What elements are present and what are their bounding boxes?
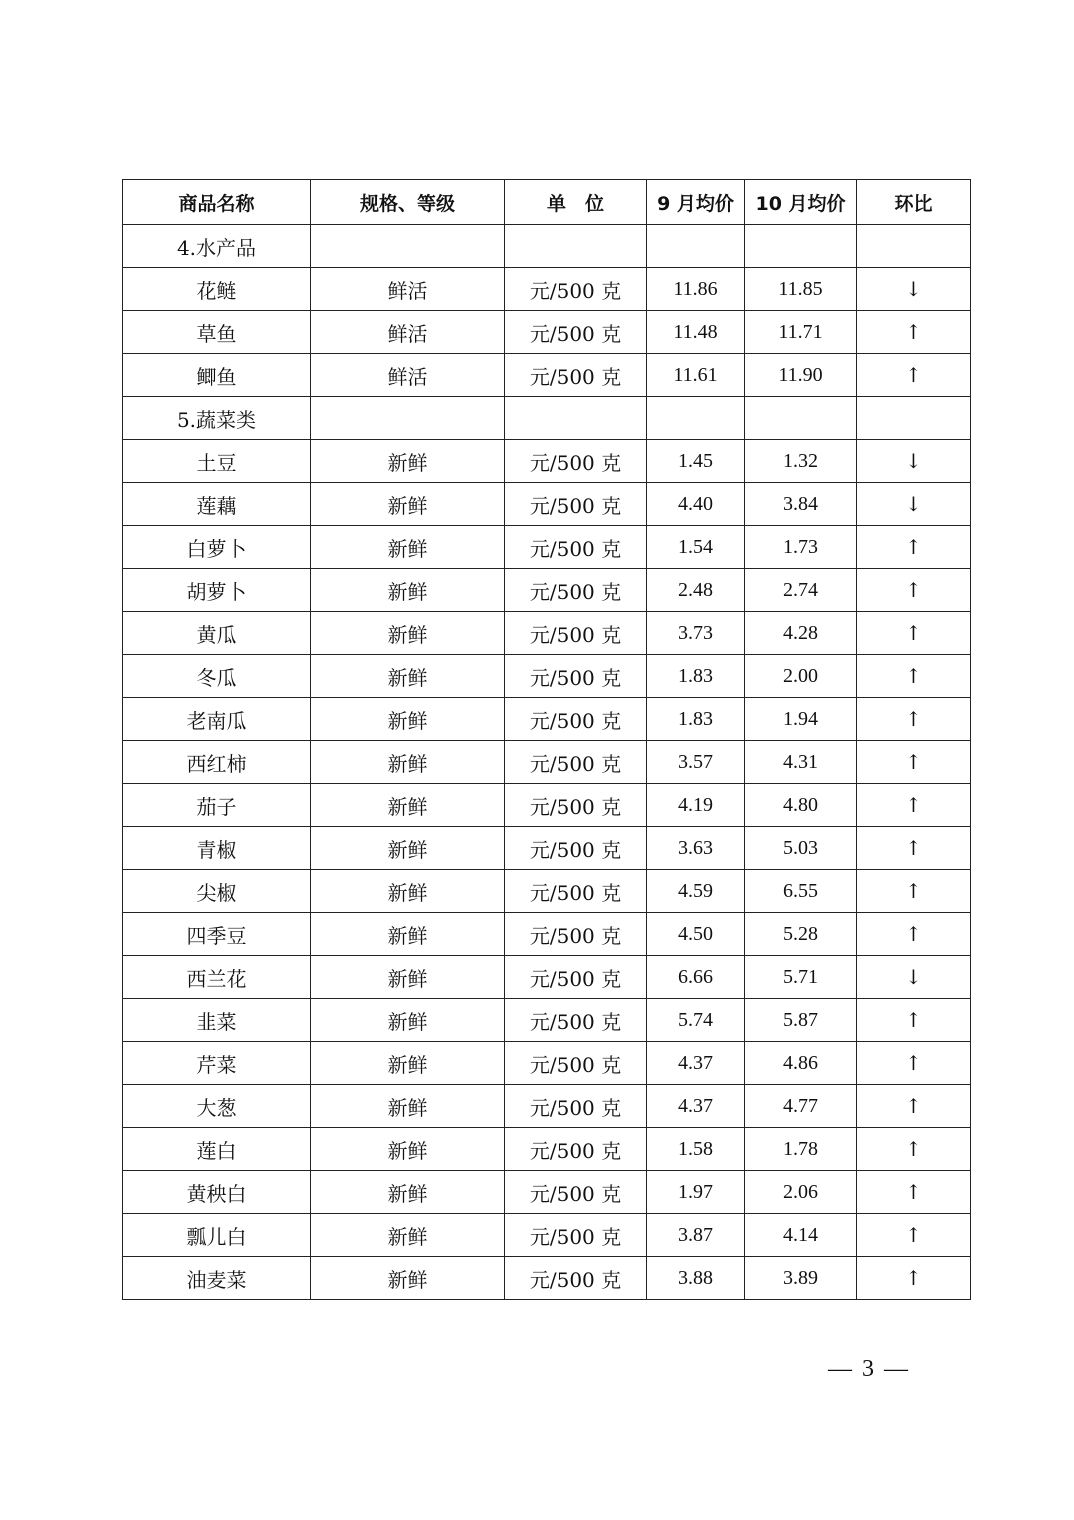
sep-price-cell: 6.66 — [647, 956, 745, 999]
table-row — [123, 268, 971, 311]
change-arrow-cell: ↑ — [857, 526, 971, 569]
oct-price-cell: 5.03 — [745, 827, 857, 870]
oct-price-cell: 1.94 — [745, 698, 857, 741]
header-oct-avg-price: 10 月均价 — [745, 180, 857, 225]
sep-price-cell: 11.61 — [647, 354, 745, 397]
product-name-cell: 西兰花 — [123, 956, 311, 999]
spec-cell: 新鲜 — [311, 1214, 505, 1257]
product-name-cell: 黄瓜 — [123, 612, 311, 655]
unit-cell: 元/500 克 — [505, 1128, 647, 1171]
unit-cell: 元/500 克 — [505, 1085, 647, 1128]
table-row — [123, 354, 971, 397]
table-row — [123, 1171, 971, 1214]
change-arrow-cell: ↑ — [857, 1042, 971, 1085]
change-arrow-cell: ↑ — [857, 1128, 971, 1171]
table-row — [123, 827, 971, 870]
change-arrow-cell: ↓ — [857, 956, 971, 999]
header-spec-grade: 规格、等级 — [311, 180, 505, 225]
sep-price-cell: 11.86 — [647, 268, 745, 311]
product-name-cell: 花鲢 — [123, 268, 311, 311]
spec-cell: 新鲜 — [311, 999, 505, 1042]
sep-price-cell: 1.58 — [647, 1128, 745, 1171]
change-arrow-cell: ↑ — [857, 698, 971, 741]
unit-cell: 元/500 克 — [505, 311, 647, 354]
change-arrow-cell: ↑ — [857, 741, 971, 784]
oct-price-cell: 1.73 — [745, 526, 857, 569]
table-row — [123, 1257, 971, 1300]
change-arrow-cell: ↑ — [857, 784, 971, 827]
change-arrow-cell: ↑ — [857, 1257, 971, 1300]
table-row — [123, 1214, 971, 1257]
table-row — [123, 311, 971, 354]
product-name-cell: 西红柿 — [123, 741, 311, 784]
change-arrow-cell: ↑ — [857, 569, 971, 612]
oct-price-cell: 11.90 — [745, 354, 857, 397]
product-name-cell: 四季豆 — [123, 913, 311, 956]
sep-price-cell: 1.54 — [647, 526, 745, 569]
product-name-cell: 冬瓜 — [123, 655, 311, 698]
sep-price-cell: 1.45 — [647, 440, 745, 483]
change-arrow-cell: ↑ — [857, 311, 971, 354]
header-row — [123, 180, 971, 225]
change-arrow-cell: ↑ — [857, 1214, 971, 1257]
unit-cell: 元/500 克 — [505, 698, 647, 741]
change-arrow-cell: ↑ — [857, 1085, 971, 1128]
sep-price-cell: 4.59 — [647, 870, 745, 913]
change-arrow-cell: ↑ — [857, 354, 971, 397]
sep-price-cell: 4.37 — [647, 1085, 745, 1128]
unit-cell: 元/500 克 — [505, 440, 647, 483]
spec-cell: 新鲜 — [311, 483, 505, 526]
spec-cell: 新鲜 — [311, 741, 505, 784]
unit-cell: 元/500 克 — [505, 655, 647, 698]
spec-cell: 新鲜 — [311, 698, 505, 741]
table-row — [123, 741, 971, 784]
section-row — [123, 225, 971, 268]
header-product-name: 商品名称 — [123, 180, 311, 225]
unit-cell: 元/500 克 — [505, 1257, 647, 1300]
unit-cell: 元/500 克 — [505, 956, 647, 999]
change-arrow-cell: ↑ — [857, 913, 971, 956]
unit-cell: 元/500 克 — [505, 612, 647, 655]
oct-price-cell: 3.84 — [745, 483, 857, 526]
table-row — [123, 569, 971, 612]
section-row — [123, 397, 971, 440]
empty-cell — [311, 225, 505, 268]
header-sep-avg-price: 9 月均价 — [647, 180, 745, 225]
oct-price-cell: 3.89 — [745, 1257, 857, 1300]
unit-cell: 元/500 克 — [505, 827, 647, 870]
spec-cell: 新鲜 — [311, 655, 505, 698]
table-row — [123, 1042, 971, 1085]
spec-cell: 新鲜 — [311, 440, 505, 483]
change-arrow-cell: ↓ — [857, 440, 971, 483]
product-name-cell: 油麦菜 — [123, 1257, 311, 1300]
spec-cell: 新鲜 — [311, 1128, 505, 1171]
spec-cell: 新鲜 — [311, 1085, 505, 1128]
empty-cell — [745, 225, 857, 268]
product-name-cell: 草鱼 — [123, 311, 311, 354]
change-arrow-cell: ↓ — [857, 483, 971, 526]
oct-price-cell: 6.55 — [745, 870, 857, 913]
sep-price-cell: 1.83 — [647, 655, 745, 698]
spec-cell: 新鲜 — [311, 569, 505, 612]
oct-price-cell: 4.86 — [745, 1042, 857, 1085]
oct-price-cell: 2.74 — [745, 569, 857, 612]
unit-cell: 元/500 克 — [505, 526, 647, 569]
spec-cell: 新鲜 — [311, 870, 505, 913]
sep-price-cell: 4.50 — [647, 913, 745, 956]
sep-price-cell: 2.48 — [647, 569, 745, 612]
change-arrow-cell: ↓ — [857, 268, 971, 311]
sep-price-cell: 5.74 — [647, 999, 745, 1042]
spec-cell: 新鲜 — [311, 956, 505, 999]
change-arrow-cell: ↑ — [857, 870, 971, 913]
empty-cell — [505, 225, 647, 268]
product-name-cell: 鲫鱼 — [123, 354, 311, 397]
product-name-cell: 青椒 — [123, 827, 311, 870]
product-name-cell: 黄秧白 — [123, 1171, 311, 1214]
sep-price-cell: 1.97 — [647, 1171, 745, 1214]
oct-price-cell: 2.00 — [745, 655, 857, 698]
product-name-cell: 瓢儿白 — [123, 1214, 311, 1257]
sep-price-cell: 3.87 — [647, 1214, 745, 1257]
oct-price-cell: 4.80 — [745, 784, 857, 827]
sep-price-cell: 1.83 — [647, 698, 745, 741]
table-row — [123, 784, 971, 827]
spec-cell: 新鲜 — [311, 827, 505, 870]
product-name-cell: 尖椒 — [123, 870, 311, 913]
change-arrow-cell: ↑ — [857, 655, 971, 698]
oct-price-cell: 5.28 — [745, 913, 857, 956]
empty-cell — [857, 225, 971, 268]
unit-cell: 元/500 克 — [505, 268, 647, 311]
empty-cell — [647, 397, 745, 440]
product-name-cell: 芹菜 — [123, 1042, 311, 1085]
spec-cell: 鲜活 — [311, 268, 505, 311]
product-name-cell: 胡萝卜 — [123, 569, 311, 612]
sep-price-cell: 3.57 — [647, 741, 745, 784]
section-title: 4.水产品 — [123, 225, 311, 268]
unit-cell: 元/500 克 — [505, 784, 647, 827]
oct-price-cell: 11.85 — [745, 268, 857, 311]
spec-cell: 新鲜 — [311, 1042, 505, 1085]
product-name-cell: 莲白 — [123, 1128, 311, 1171]
table-row — [123, 913, 971, 956]
product-name-cell: 韭菜 — [123, 999, 311, 1042]
unit-cell: 元/500 克 — [505, 1042, 647, 1085]
page-number: — 3 — — [828, 1356, 910, 1382]
sep-price-cell: 11.48 — [647, 311, 745, 354]
change-arrow-cell: ↑ — [857, 612, 971, 655]
oct-price-cell: 1.32 — [745, 440, 857, 483]
change-arrow-cell: ↑ — [857, 1171, 971, 1214]
price-table — [122, 179, 971, 1300]
oct-price-cell: 4.31 — [745, 741, 857, 784]
product-name-cell: 茄子 — [123, 784, 311, 827]
table-row — [123, 698, 971, 741]
product-name-cell: 土豆 — [123, 440, 311, 483]
spec-cell: 新鲜 — [311, 1171, 505, 1214]
oct-price-cell: 4.14 — [745, 1214, 857, 1257]
empty-cell — [505, 397, 647, 440]
sep-price-cell: 4.37 — [647, 1042, 745, 1085]
spec-cell: 鲜活 — [311, 311, 505, 354]
empty-cell — [745, 397, 857, 440]
unit-cell: 元/500 克 — [505, 483, 647, 526]
oct-price-cell: 2.06 — [745, 1171, 857, 1214]
empty-cell — [647, 225, 745, 268]
unit-cell: 元/500 克 — [505, 913, 647, 956]
oct-price-cell: 4.28 — [745, 612, 857, 655]
unit-cell: 元/500 克 — [505, 1171, 647, 1214]
unit-cell: 元/500 克 — [505, 870, 647, 913]
oct-price-cell: 5.87 — [745, 999, 857, 1042]
oct-price-cell: 4.77 — [745, 1085, 857, 1128]
product-name-cell: 莲藕 — [123, 483, 311, 526]
spec-cell: 新鲜 — [311, 913, 505, 956]
table-row — [123, 655, 971, 698]
change-arrow-cell: ↑ — [857, 999, 971, 1042]
oct-price-cell: 11.71 — [745, 311, 857, 354]
sep-price-cell: 3.63 — [647, 827, 745, 870]
unit-cell: 元/500 克 — [505, 569, 647, 612]
spec-cell: 新鲜 — [311, 1257, 505, 1300]
product-name-cell: 白萝卜 — [123, 526, 311, 569]
table-row — [123, 440, 971, 483]
table-row — [123, 870, 971, 913]
sep-price-cell: 4.40 — [647, 483, 745, 526]
unit-cell: 元/500 克 — [505, 741, 647, 784]
table-row — [123, 1085, 971, 1128]
unit-cell: 元/500 克 — [505, 354, 647, 397]
empty-cell — [857, 397, 971, 440]
unit-cell: 元/500 克 — [505, 1214, 647, 1257]
table-body — [123, 225, 971, 1300]
product-name-cell: 大葱 — [123, 1085, 311, 1128]
sep-price-cell: 3.73 — [647, 612, 745, 655]
sep-price-cell: 4.19 — [647, 784, 745, 827]
spec-cell: 鲜活 — [311, 354, 505, 397]
table-row — [123, 483, 971, 526]
section-title: 5.蔬菜类 — [123, 397, 311, 440]
header-mom-change: 环比 — [857, 180, 971, 225]
spec-cell: 新鲜 — [311, 526, 505, 569]
spec-cell: 新鲜 — [311, 784, 505, 827]
table-row — [123, 999, 971, 1042]
spec-cell: 新鲜 — [311, 612, 505, 655]
empty-cell — [311, 397, 505, 440]
sep-price-cell: 3.88 — [647, 1257, 745, 1300]
change-arrow-cell: ↑ — [857, 827, 971, 870]
table-row — [123, 612, 971, 655]
table-row — [123, 956, 971, 999]
table-row — [123, 1128, 971, 1171]
oct-price-cell: 1.78 — [745, 1128, 857, 1171]
oct-price-cell: 5.71 — [745, 956, 857, 999]
header-unit: 单 位 — [505, 180, 647, 225]
product-name-cell: 老南瓜 — [123, 698, 311, 741]
unit-cell: 元/500 克 — [505, 999, 647, 1042]
table-row — [123, 526, 971, 569]
